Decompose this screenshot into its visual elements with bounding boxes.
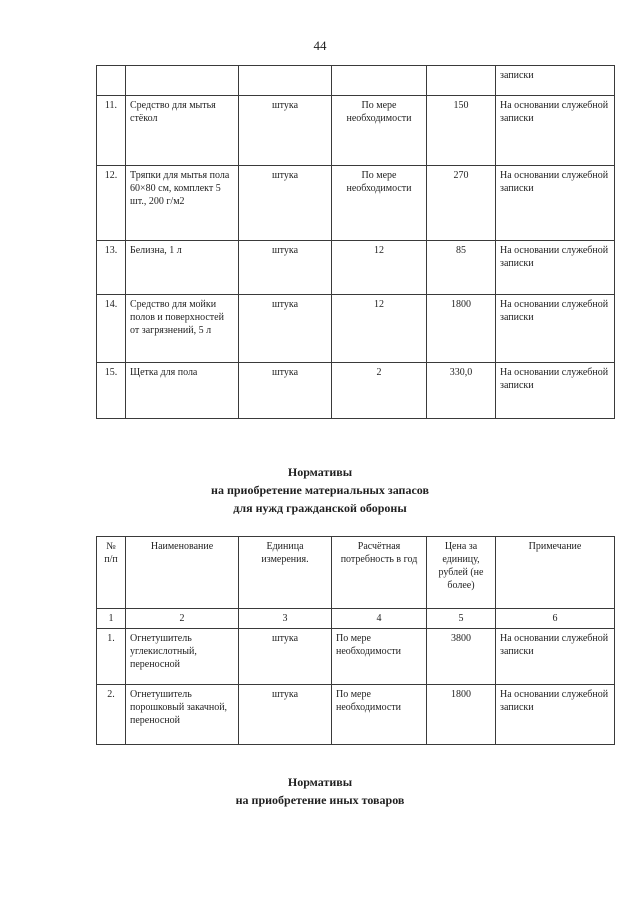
item-unit: штука xyxy=(239,685,332,745)
item-note: На основании служебной записки xyxy=(496,96,615,166)
column-number: 2 xyxy=(126,609,239,629)
item-name: Огнетушитель углекислотный, переносной xyxy=(126,629,239,685)
item-unit: штука xyxy=(239,363,332,419)
section-title-other-goods xyxy=(0,773,640,809)
item-note: На основании служебной записки xyxy=(496,166,615,241)
table-row xyxy=(97,295,615,363)
item-name: Огнетушитель порошковый закачной, переносной xyxy=(126,685,239,745)
item-need: По мере необходимости xyxy=(332,96,427,166)
item-unit: штука xyxy=(239,295,332,363)
column-number: 5 xyxy=(427,609,496,629)
item-name: Белизна, 1 л xyxy=(126,241,239,295)
item-need xyxy=(332,66,427,96)
row-number: 15. xyxy=(97,363,126,419)
item-price: 1800 xyxy=(427,295,496,363)
table-row xyxy=(97,685,615,745)
header-unit: Единица измерения. xyxy=(239,537,332,609)
item-name: Средство для мойки полов и поверхностей от загрязнений, 5 л xyxy=(126,295,239,363)
table-header-row xyxy=(97,537,615,609)
item-name: Тряпки для мытья пола 60×80 см, комплект 5 шт., 200 г/м2 xyxy=(126,166,239,241)
table-row xyxy=(97,241,615,295)
item-price: 1800 xyxy=(427,685,496,745)
supplies-table-continued xyxy=(96,65,615,419)
item-note: На основании служебной записки xyxy=(496,685,615,745)
item-note: На основании служебной записки xyxy=(496,363,615,419)
item-price: 150 xyxy=(427,96,496,166)
header-need: Расчётная потребность в год xyxy=(332,537,427,609)
item-price: 330,0 xyxy=(427,363,496,419)
item-note: записки xyxy=(496,66,615,96)
table-row xyxy=(97,96,615,166)
title-line: на приобретение иных товаров xyxy=(235,793,405,807)
item-unit: штука xyxy=(239,96,332,166)
header-note: Примечание xyxy=(496,537,615,609)
item-unit xyxy=(239,66,332,96)
item-note: На основании служебной записки xyxy=(496,241,615,295)
item-unit: штука xyxy=(239,629,332,685)
item-need: 12 xyxy=(332,295,427,363)
title-line: для нужд гражданской обороны xyxy=(233,501,407,515)
section-title-civil-defense xyxy=(0,463,640,517)
item-unit: штука xyxy=(239,166,332,241)
row-number xyxy=(97,66,126,96)
row-number: 11. xyxy=(97,96,126,166)
item-need: По мере необходимости xyxy=(332,685,427,745)
item-need: По мере необходимости xyxy=(332,166,427,241)
row-number: 1. xyxy=(97,629,126,685)
item-name: Щетка для пола xyxy=(126,363,239,419)
page-number: 44 xyxy=(313,38,327,53)
item-note: На основании служебной записки xyxy=(496,629,615,685)
title-line: на приобретение материальных запасов xyxy=(211,483,429,497)
title-line: Нормативы xyxy=(287,465,353,479)
table-row xyxy=(97,66,615,96)
row-number: 12. xyxy=(97,166,126,241)
table-row xyxy=(97,629,615,685)
item-price: 3800 xyxy=(427,629,496,685)
header-name: Наименование xyxy=(126,537,239,609)
row-number: 2. xyxy=(97,685,126,745)
header-number: № п/п xyxy=(97,537,126,609)
item-price: 85 xyxy=(427,241,496,295)
item-unit: штука xyxy=(239,241,332,295)
column-number: 1 xyxy=(97,609,126,629)
title-line: Нормативы xyxy=(287,775,353,789)
item-price xyxy=(427,66,496,96)
column-number: 6 xyxy=(496,609,615,629)
item-need: 12 xyxy=(332,241,427,295)
item-need: 2 xyxy=(332,363,427,419)
item-note: На основании служебной записки xyxy=(496,295,615,363)
row-number: 14. xyxy=(97,295,126,363)
row-number: 13. xyxy=(97,241,126,295)
civil-defense-table xyxy=(96,536,615,745)
item-name xyxy=(126,66,239,96)
item-name: Средство для мытья стёкол xyxy=(126,96,239,166)
item-price: 270 xyxy=(427,166,496,241)
table-row xyxy=(97,166,615,241)
table-row xyxy=(97,363,615,419)
item-need: По мере необходимости xyxy=(332,629,427,685)
column-number: 4 xyxy=(332,609,427,629)
column-number-row xyxy=(97,609,615,629)
column-number: 3 xyxy=(239,609,332,629)
header-price: Цена за единицу, рублей (не более) xyxy=(427,537,496,609)
